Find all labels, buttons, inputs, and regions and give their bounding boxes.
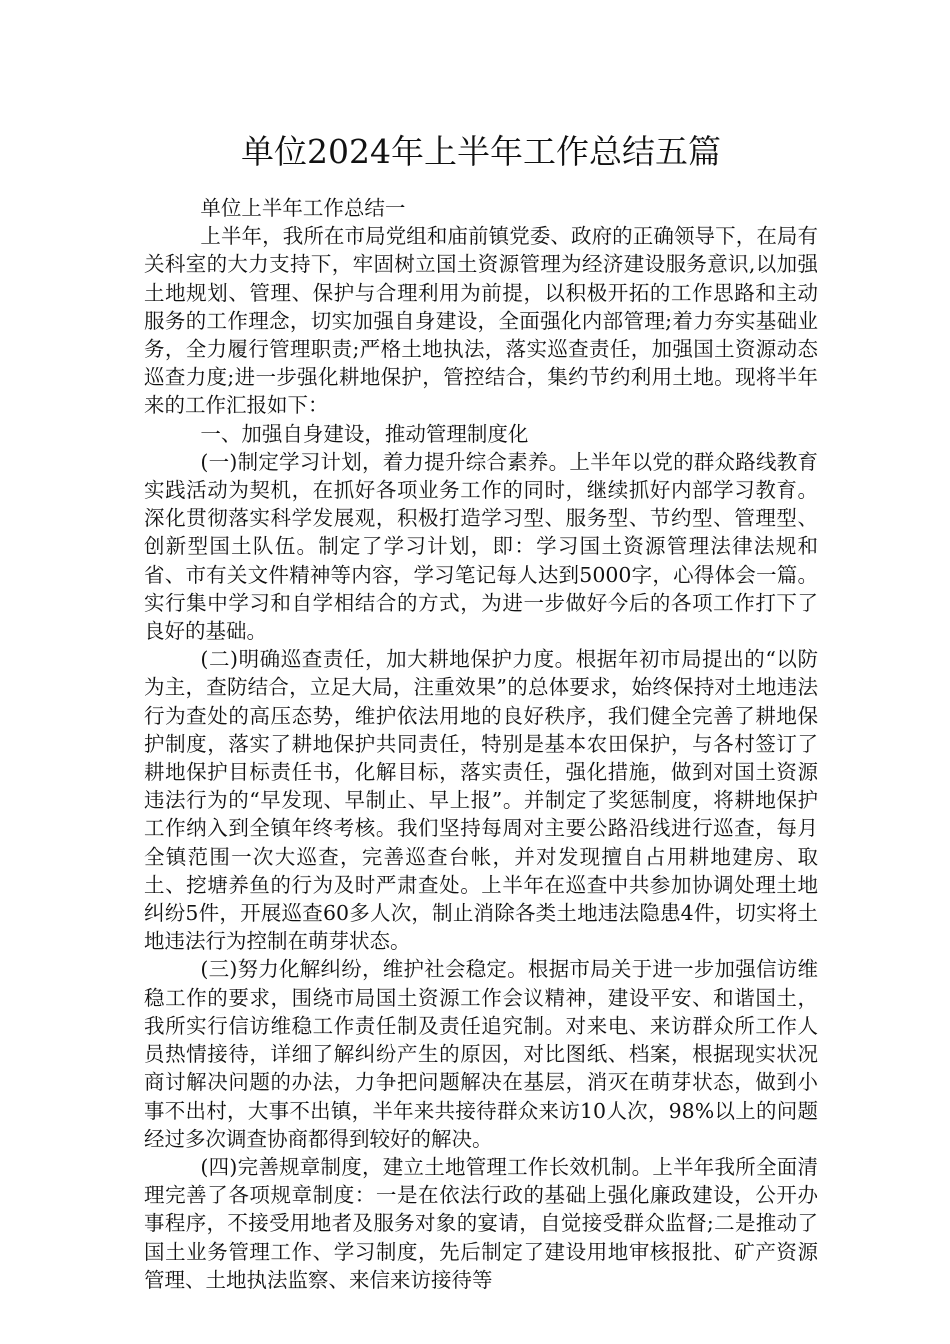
body-paragraph: (三)努力化解纠纷，维护社会稳定。根据市局关于进一步加强信访维稳工作的要求，围绕市局国土资源工作会议精神，建设平安、和谐国土，我所实行信访维稳工作责任制及责任追究制。对来电、来访群众所工作人员热情接待，详细了解纠纷产生的原因，对比图纸、档案，根据现实状况商讨解决问题的办法，力争把问题解决在基层，消灭在萌芽状态，做到小事不出村，大事不出镇，半年来共接待群众来访10人次，98%以上的问题经过多次调查协商都得到较好的解决。 [144, 957, 818, 1151]
section-heading: 单位上半年工作总结一 [200, 196, 406, 220]
section-heading: 一、加强自身建设，推动管理制度化 [200, 421, 529, 446]
document-body [144, 194, 818, 1294]
document-page [144, 126, 818, 1294]
body-paragraph: (四)完善规章制度，建立土地管理工作长效机制。上半年我所全面清理完善了各项规章制度：一是在依法行政的基础上强化廉政建设，公开办事程序，不接受用地者及服务对象的宴请，自觉接受群众监督;二是推动了国土业务管理工作、学习制度，先后制定了建设用地审核报批、矿产资源管理、土地执法监察、来信来访接待等 [144, 1154, 818, 1292]
body-paragraph: (一)制定学习计划，着力提升综合素养。上半年以党的群众路线教育实践活动为契机，在抓好各项业务工作的同时，继续抓好内部学习教育。深化贯彻落实科学发展观，积极打造学习型、服务型、节约型、管理型、创新型国土队伍。制定了学习计划，即：学习国土资源管理法律法规和省、市有关文件精神等内容，学习笔记每人达到5000字，心得体会一篇。实行集中学习和自学相结合的方式，为进一步做好今后的各项工作打下了良好的基础。 [144, 449, 818, 644]
body-paragraph: (二)明确巡查责任，加大耕地保护力度。根据年初市局提出的“以防为主，查防结合，立足大局，注重效果”的总体要求，始终保持对土地违法行为查处的高压态势，维护依法用地的良好秩序，我们健全完善了耕地保护制度，落实了耕地保护共同责任，特别是基本农田保护，与各村签订了耕地保护目标责任书，化解目标，落实责任，强化措施，做到对国土资源违法行为的“早发现、早制止、早上报”。并制定了奖惩制度，将耕地保护工作纳入到全镇年终考核。我们坚持每周对主要公路沿线进行巡查，每月全镇范围一次大巡查，完善巡查台帐，并对发现擅自占用耕地建房、取土、挖塘养鱼的行为及时严肃查处。上半年在巡查中共参加协调处理土地纠纷5件，开展巡查60多人次，制止消除各类土地违法隐患4件，切实将土地违法行为控制在萌芽状态。 [144, 647, 818, 954]
document-title: 单位2024年上半年工作总结五篇 [241, 132, 721, 171]
body-paragraph: 上半年，我所在市局党组和庙前镇党委、政府的正确领导下，在局有关科室的大力支持下，牢固树立国土资源管理为经济建设服务意识,以加强土地规划、管理、保护与合理利用为前提，以积极开拓的工作思路和主动服务的工作理念，切实加强自身建设，全面强化内部管理;着力夯实基础业务，全力履行管理职责;严格土地执法，落实巡查责任，加强国土资源动态巡查力度;进一步强化耕地保护，管控结合，集约节约利用土地。现将半年来的工作汇报如下： [144, 224, 818, 418]
